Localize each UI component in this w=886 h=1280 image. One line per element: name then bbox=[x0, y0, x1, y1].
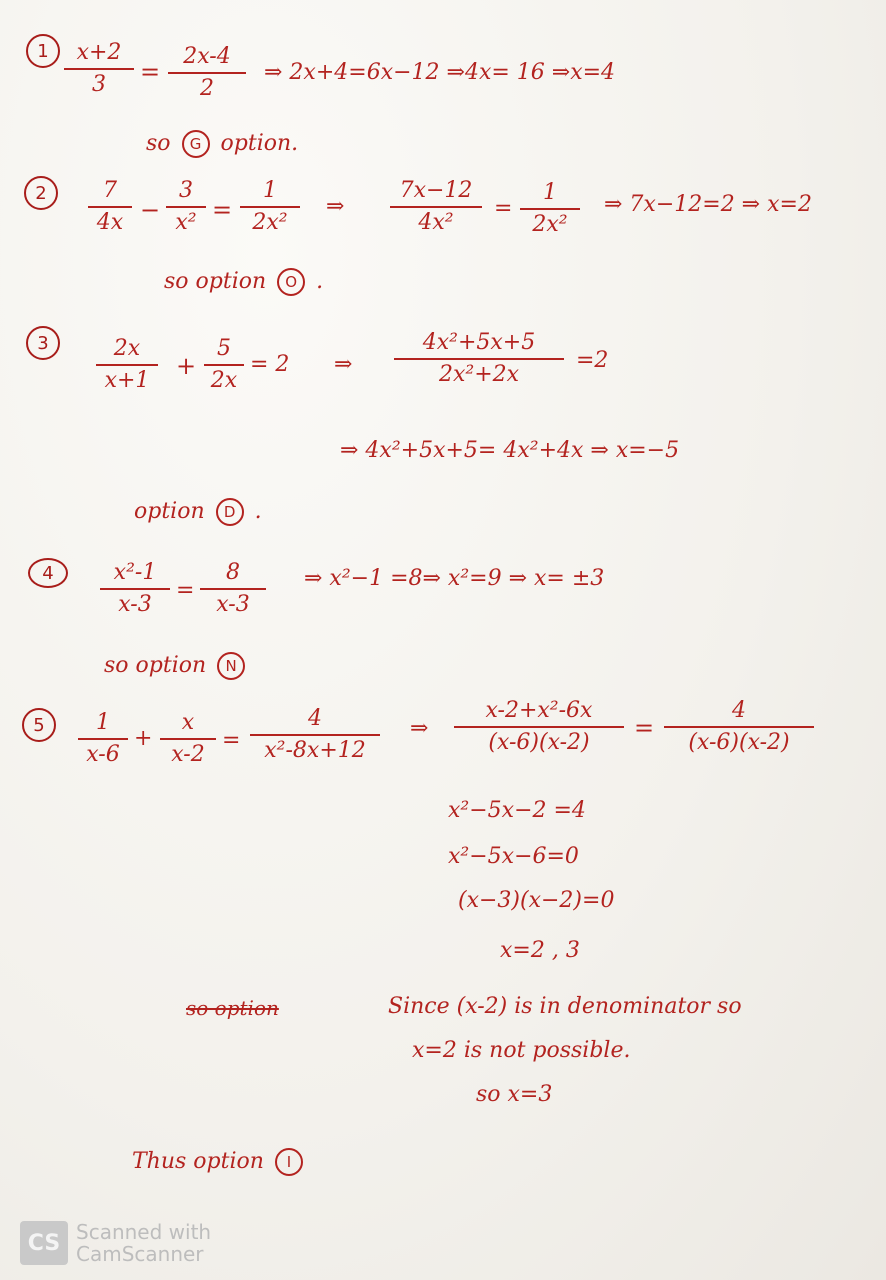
p5-term2: x x-2 bbox=[160, 712, 216, 766]
p1-rhs-numerator: 2x-4 bbox=[183, 44, 231, 69]
p1-lhs-denominator: 3 bbox=[92, 72, 106, 97]
p5-step-2: x²−5x−6=0 bbox=[448, 844, 579, 869]
p3-term2: 5 2x bbox=[204, 338, 244, 392]
p1-rhs-fraction bbox=[168, 46, 246, 100]
p4-lhs: x²-1 x-3 bbox=[100, 562, 170, 616]
p3-eq-rhs: = 2 bbox=[250, 352, 290, 377]
p1-work: ⇒ 2x+4=6x−12 ⇒4x= 16 ⇒x=4 bbox=[264, 60, 616, 85]
watermark-line1: Scanned with bbox=[76, 1220, 212, 1244]
p5-combined: x-2+x²-6x (x-6)(x-2) bbox=[454, 700, 624, 754]
p5-rhs: 4 x²-8x+12 bbox=[250, 708, 380, 762]
p2-term2: 3 x² bbox=[166, 180, 206, 234]
problem-number-4: 4 bbox=[28, 558, 68, 588]
camscanner-logo-icon: CS bbox=[20, 1221, 68, 1265]
p1-rhs-denominator: 2 bbox=[200, 76, 214, 101]
problem-number-2: 2 bbox=[24, 176, 58, 210]
p5-conclusion: Thus option I bbox=[132, 1148, 307, 1176]
p2-rhs: 1 2x² bbox=[520, 182, 580, 236]
camscanner-watermark bbox=[20, 1220, 240, 1266]
p3-combined-rhs: =2 bbox=[576, 348, 609, 373]
p5-term1: 1 x-6 bbox=[78, 712, 128, 766]
p2-term3: 1 2x² bbox=[240, 180, 300, 234]
p4-rhs: 8 x-3 bbox=[200, 562, 266, 616]
p3-combined: 4x²+5x+5 2x²+2x bbox=[394, 332, 564, 386]
p3-option-circle: D bbox=[216, 498, 244, 526]
p5-note-line1: Since (x-2) is in denominator so bbox=[388, 994, 742, 1019]
p1-lhs-fraction bbox=[64, 42, 134, 96]
p5-option-circle: I bbox=[275, 1148, 303, 1176]
p1-equals: = bbox=[140, 58, 161, 86]
p5-step-3: (x−3)(x−2)=0 bbox=[458, 888, 615, 913]
p5-struck-text: so option bbox=[186, 996, 279, 1020]
p1-conclusion: so G option. bbox=[146, 131, 299, 156]
problem-number-5: 5 bbox=[22, 708, 56, 742]
p2-work: ⇒ 7x−12=2 ⇒ x=2 bbox=[604, 192, 812, 217]
p3-work-line2: ⇒ 4x²+5x+5= 4x²+4x ⇒ x=−5 bbox=[340, 438, 680, 463]
watermark-line2: CamScanner bbox=[76, 1242, 204, 1266]
p4-option-circle: N bbox=[217, 652, 245, 680]
p5-step-1: x²−5x−2 =4 bbox=[448, 798, 586, 823]
p1-option-circle: G bbox=[182, 130, 210, 158]
p2-term1: 7 4x bbox=[88, 180, 132, 234]
p4-work: ⇒ x²−1 =8⇒ x²=9 ⇒ x= ±3 bbox=[304, 566, 605, 591]
p5-note-line3: so x=3 bbox=[476, 1082, 553, 1107]
p5-combined-rhs: 4 (x-6)(x-2) bbox=[664, 700, 814, 754]
p5-note-line2: x=2 is not possible. bbox=[412, 1038, 631, 1063]
p3-term1: 2x x+1 bbox=[96, 338, 158, 392]
p3-conclusion: option D . bbox=[134, 499, 262, 524]
p2-conclusion: so option O . bbox=[164, 269, 324, 294]
p5-step-4: x=2 , 3 bbox=[500, 938, 580, 963]
p2-combined: 7x−12 4x² bbox=[390, 180, 482, 234]
p2-option-circle: O bbox=[277, 268, 305, 296]
problem-number-3: 3 bbox=[26, 326, 60, 360]
problem-number-1: 1 bbox=[26, 34, 60, 68]
p4-conclusion: so option N bbox=[104, 652, 249, 680]
p1-lhs-numerator: x+2 bbox=[76, 40, 122, 65]
